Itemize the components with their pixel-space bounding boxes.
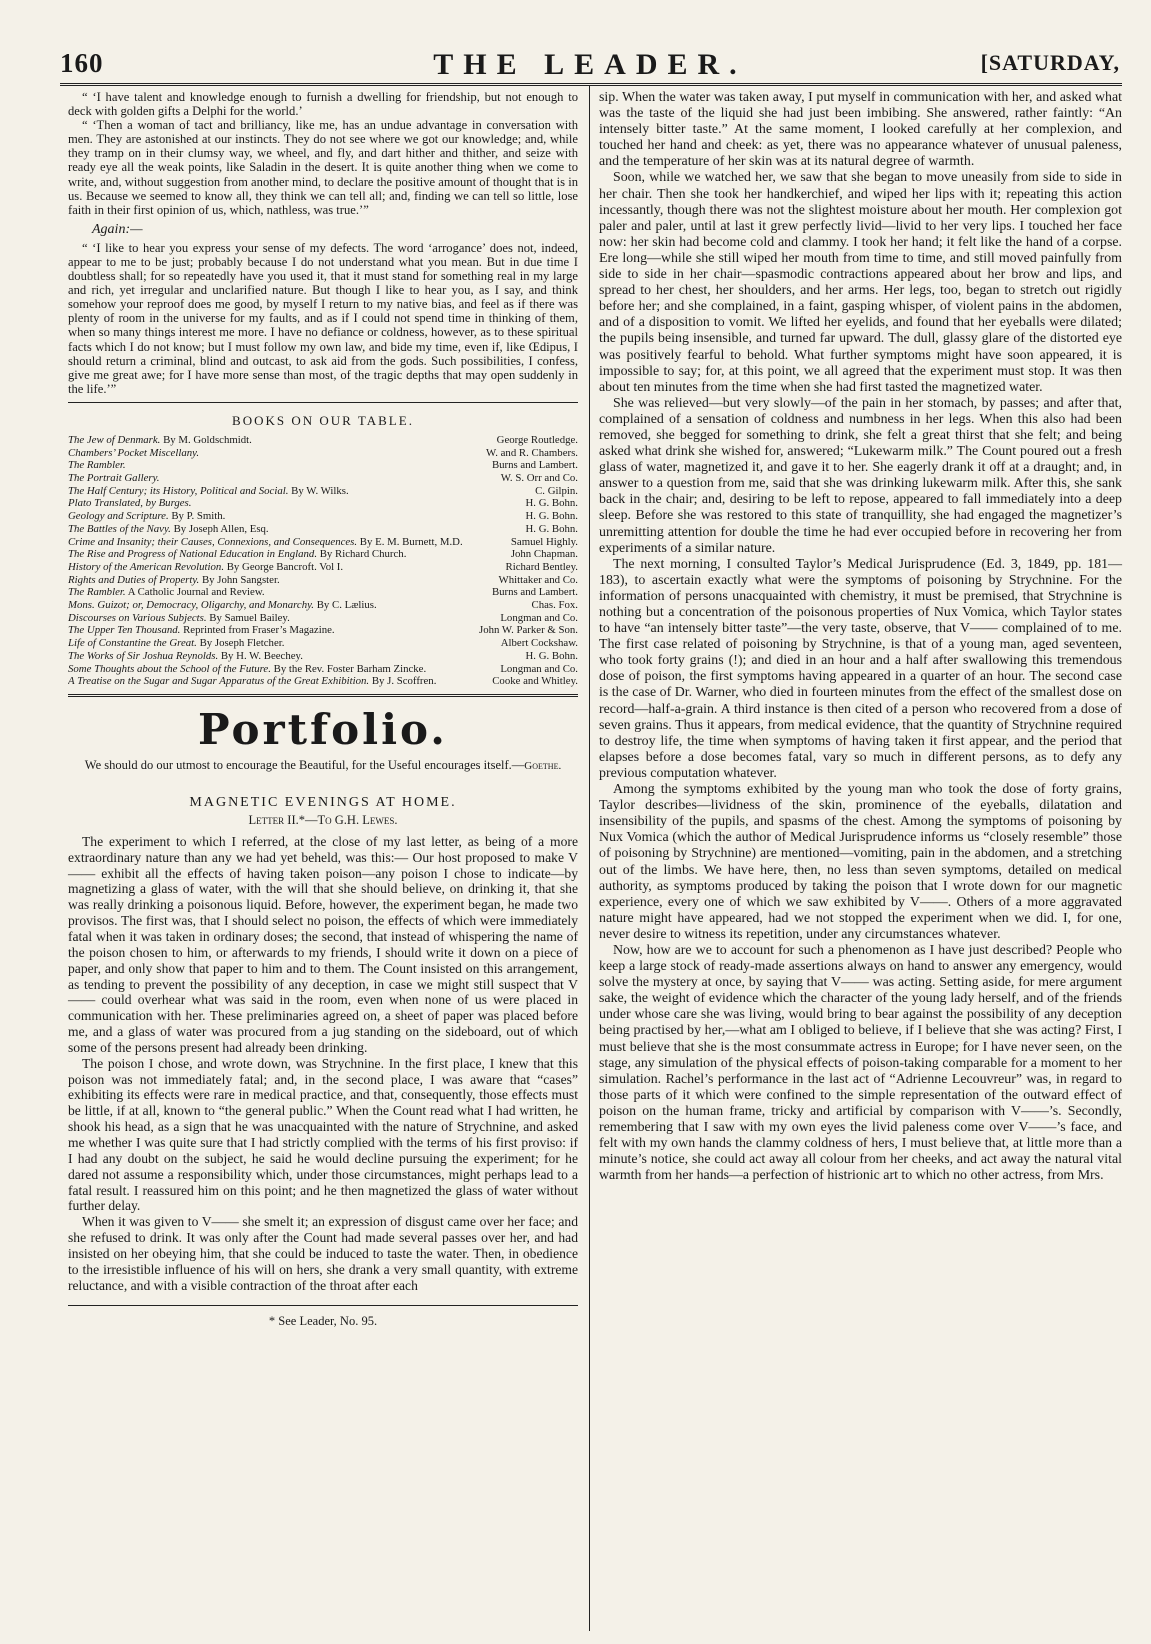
- article-paragraph: The experiment to which I referred, at the close of my last letter, as being of a more extraordinary nature than any we had yet beheld, was this:— Our host proposed to make V—— exhibit all the effects of having taken poison—any poison I chose to indicate—by magnetizing a glass of water, with the will that she should believe, on drinking it, that she was really drinking a poisonous liquid. Before, however, the experiment began, he made two provisos. The first was, that I should select no poison, the effects of which were immediately fatal when it was taken in ordinary doses; the second, that instead of whispering the name of the poison chosen to him, or afterwards to my friends, I should write it down on a piece of paper, and only show that paper to him and to them. The Count insisted on this arrangement, as tending to prevent the possibility of any deception, in case we might still suspect that V—— could overhear what was said in the room, even when none of us were placed in communication with her. These preliminaries agreed on, a sheet of paper was placed before me, and a glass of water was procured from a jug standing on the sideboard, out of which some of the persons present had already been drinking.: [68, 833, 578, 1055]
- book-publisher: H. G. Bohn.: [525, 510, 578, 523]
- letter-heading: Letter II.*—To G.H. Lewes.: [248, 812, 398, 827]
- book-author: By H. W. Beechey.: [220, 649, 303, 662]
- book-entry: [68, 472, 578, 485]
- book-publisher: H. G. Bohn.: [525, 497, 578, 510]
- quote-paragraph-3: “ ‘I like to hear you express your sense of my defects. The word ‘arrogance’ does not, indeed, appear to me to be just; probably because I do not understand what you mean. But in due time I doubtless shall; for so repeatedly have you used it, that it must stand for something real in my large and rich, yet irregular and unclarified nature. But though I like to hear you, as I say, and think somehow your reproof does me good, by myself I return to my native bias, and feel as if there was plenty of room in the universe for my faults, and as if I could not spend time in thinking of them, when so many things interest me more. I have no defiance or coldness, however, as to these spiritual facts which I do not know; but I must follow my own law, and bide my time, even if, like Œdipus, I should return a criminal, blind and outcast, to ask aid from the gods. Such possibilities, I confess, give me great awe; for I have more sense than most, of the tragic depths that may open suddenly in the life.’”: [68, 240, 578, 396]
- book-title: The Half Century; its History, Political and Social.: [68, 484, 289, 497]
- motto-text: We should do our utmost to encourage the Beautiful, for the Useful encourages itself.—: [84, 757, 525, 772]
- book-entry: [68, 459, 578, 472]
- page-number: 160: [60, 48, 104, 78]
- article-paragraph: The next morning, I consulted Taylor’s Medical Jurisprudence (Ed. 3, 1849, pp. 181—183), to ascertain exactly what were the symptoms of poisoning by Strychnine. For the information of persons unacquainted with chemistry, it must be premised, that Strychnine is nothing but a concentration of the poisonous properties of Nux Vomica, which Taylor states to have “an intensely bitter taste”—the very taste, observe, that V—— complained of to me. The first case related of poisoning by Strychnine, is that of a young man, aged seventeen, who took forty grains (!); and died in an hour and a half after swallowing this tremendous dose of poison, the first symptoms having appeared in a quarter of an hour. The second case is the case of Dr. Warner, who died in fourteen minutes from the effect of the smallest dose on record—half-a-grain. A third instance is then cited of a person who recovered from a dose of seven grains. Thus it appears, from medical evidence, that the quantity of Strychnine required to destroy life, the time when symptoms of having taken it first appear, and the period that elapses before a dose becomes fatal, vary so much in different persons, as to defy any previous computation whatever.: [599, 556, 1122, 781]
- book-entry: [68, 612, 578, 625]
- article-paragraph: Soon, while we watched her, we saw that she began to move uneasily from side to side in her chair. Then she took her handkerchief, and wiped her lips with it; repeating this action incessantly, though there was not the slightest moisture about her mouth. Her complexion got paler and paler, until at last it grew perfectly livid—livid to her very lips. I touched her face now: her skin had become cold and clammy. I took her hand; it felt like the hand of a corpse. Ere long—while she still wiped her mouth from time to time, and still moved painfully from side to side in her chair—spasmodic contractions appeared about her brow and lips, and spread to her chest, her shoulders, and her arms. Her legs, too, began to stretch out rigidly before her; and she complained, in a faint, gasping whisper, of violent pains in the abdomen, and of a disposition to vomit. We lifted her eyelids, and found that her eyeballs were dilated; the pupils being insensible, and turned far upward. The dull, glassy glare of the distorted eye was positively fearful to behold. What further symptoms might have soon appeared, it is impossible to say; for, at this point, we all agreed that the experiment must stop. It was then about ten minutes from the time when she had first tasted the magnetized water.: [599, 170, 1122, 395]
- book-title: History of the American Revolution.: [68, 560, 225, 573]
- book-entry: [68, 548, 578, 561]
- article-paragraph: Among the symptoms exhibited by the young man who took the dose of forty grains, Taylor describes—lividness of the skin, prominence of the eyeballs, dilatation and insensibility of the pupils, and spasms of the chest. Among the symptoms of poisoning by Nux Vomica (which the author of Medical Jurisprudence informs us “closely resemble” those of poisoning by Strychnine) are mentioned—vomiting, pain in the abdomen, and a stretching out of the limbs. We have here, then, no less than seven symptoms, detailed on medical authority, as symptoms produced by taking the poison that I wrote down for our magnetic experience, every one of which we saw exhibited by V——. Others of a more aggravated nature might have appeared, had we not stopped the experiment when we did. I, for one, never desire to witness its repetition, under any circumstances whatever.: [599, 782, 1122, 942]
- right-column: [599, 90, 1122, 1184]
- book-publisher: Longman and Co.: [500, 611, 578, 624]
- section-double-rule: [68, 694, 578, 697]
- article-paragraph: The poison I chose, and wrote down, was Strychnine. In the first place, I knew that this poison was not immediately fatal; and, in the second place, I was aware that “cases” exhibiting its effects were rare in medical practice, and that, consequently, those effects must be little, if at all, known to “the general public.” When the Count read what I had written, he shook his head, as a sign that he was unacquainted with the nature of Strychnine, and asked me whether I was quite sure that I had strictly complied with the terms of his first proviso: if I had any doubt on the subject, he said he would decline pursuing the experiment; for he dared not assume a responsibility which, under those circumstances, might perhaps lead to a fatal result. I reassured him on this point; and he then magnetized the glass of water without further delay.: [68, 1055, 578, 1214]
- book-title: The Works of Sir Joshua Reynolds.: [68, 649, 219, 662]
- book-title: The Battles of the Navy.: [68, 522, 171, 535]
- book-entry: [68, 599, 578, 612]
- book-author: By E. M. Burnett, M.D.: [359, 535, 463, 548]
- book-publisher: Samuel Highly.: [510, 535, 578, 548]
- book-title: Geology and Scripture.: [68, 510, 169, 523]
- books-heading: BOOKS ON OUR TABLE.: [232, 412, 414, 428]
- book-publisher: Whittaker and Co.: [498, 573, 578, 586]
- article-paragraph: She was relieved—but very slowly—of the pain in her stomach, by passes; and after that, complained of a sensation of coldness and numbness in her legs. When this also had been removed, she begged for something to drink, she felt a great thirst that she felt; and being asked what drink she wished for, answered; “Lukewarm milk.” The Count poured out a fresh glass of water, magnetized it, and gave it to her. She eagerly drank it off at a draught; and, in answer to a question from me, said that she was drinking lukewarm milk. After this, she sank back in the chair; and, desiring to be left to repose, appeared to fall immediately into a deep sleep. Before she was restored to this state of tranquillity, she had engaged the magnetizer’s unremitting attention for double the time he had ever occupied before in recovering her from experiments of a similar nature.: [599, 395, 1122, 556]
- quote-paragraph-2: “ ‘Then a woman of tact and brilliancy, like me, has an undue advantage in conversation with men. They are astonished at our instincts. They do not see where we got our knowledge; and, while they tramp on in their clumsy way, we wheel, and fly, and dart hither and thither, and seize with ready eye all the weak points, like Saladin in the desert. It is quite another thing when we come to write, and, without suggestion from another mind, to declare the positive amount of thought that is in us. Because we seemed to know all, they think we can tell all; and, finding we can tell so little, lose faith in their first opinion of us, which, nathless, was true.’”: [68, 118, 578, 217]
- book-title: A Treatise on the Sugar and Sugar Apparatus of the Great Exhibition.: [68, 675, 370, 688]
- book-author: By W. Wilks.: [291, 484, 349, 497]
- book-author: By J. Scoffren.: [371, 675, 437, 688]
- issue-day: [SATURDAY,: [980, 50, 1120, 75]
- book-entry: [68, 485, 578, 498]
- book-entry: [68, 447, 578, 460]
- footnote-rule: [68, 1305, 578, 1306]
- book-title: Life of Constantine the Great.: [68, 637, 197, 650]
- book-publisher: Richard Bentley.: [505, 560, 578, 573]
- book-publisher: C. Gilpin.: [535, 484, 578, 497]
- book-author: By P. Smith.: [171, 510, 226, 523]
- book-entry: [68, 561, 578, 574]
- column-divider: [589, 86, 590, 1631]
- book-author: By M. Goldschmidt.: [163, 433, 252, 446]
- book-publisher: John W. Parker & Son.: [479, 624, 578, 637]
- book-author: By Richard Church.: [319, 548, 407, 561]
- quote-paragraph-1: “ ‘I have talent and knowledge enough to furnish a dwelling for friendship, but not enough to deck with golden gifts a Delphi for the world.’: [68, 90, 578, 119]
- book-publisher: H. G. Bohn.: [525, 522, 578, 535]
- book-title: Crime and Insanity; their Causes, Connexions, and Consequences.: [68, 535, 358, 548]
- motto-author: Goethe.: [524, 759, 562, 772]
- book-title: Discourses on Various Subjects.: [68, 611, 207, 624]
- paper-title: THE LEADER.: [433, 48, 747, 81]
- book-author: By the Rev. Foster Barham Zincke.: [273, 662, 427, 675]
- footnote: * See Leader, No. 95.: [268, 1314, 378, 1329]
- book-publisher: W. and R. Chambers.: [486, 446, 578, 459]
- book-entry: [68, 574, 578, 587]
- book-author: By Joseph Fletcher.: [199, 637, 285, 650]
- book-publisher: Albert Cockshaw.: [500, 637, 578, 650]
- book-title: The Rambler.: [68, 586, 126, 599]
- book-entry: [68, 523, 578, 536]
- book-author: By John Sangster.: [201, 573, 280, 586]
- book-entry: [68, 663, 578, 676]
- book-title: Plato Translated, by Burges.: [68, 497, 192, 510]
- book-entry: [68, 497, 578, 510]
- book-author: Reprinted from Fraser’s Magazine.: [183, 624, 335, 637]
- article-paragraph: When it was given to V—— she smelt it; an expression of disgust came over her face; and she refused to drink. It was only after the Count had made several passes over her, and had insisted on her obeying him, that she could be induced to taste the water. Then, in obedience to the irresistible influence of his will on hers, she drank a very small quantity, with extreme reluctance, and with a visible contraction of the throat after each: [68, 1214, 578, 1293]
- book-title: The Jew of Denmark.: [68, 433, 161, 446]
- book-entry: [68, 675, 578, 688]
- book-title: Some Thoughts about the School of the Future.: [68, 662, 271, 675]
- article-title: MAGNETIC EVENINGS AT HOME.: [189, 794, 457, 810]
- book-entry: [68, 637, 578, 650]
- masthead: [60, 48, 1120, 82]
- masthead-rule: [60, 83, 1122, 86]
- book-entry: [68, 510, 578, 523]
- book-publisher: George Routledge.: [496, 433, 578, 446]
- book-publisher: Longman and Co.: [500, 662, 578, 675]
- section-rule: [68, 402, 578, 403]
- book-publisher: Burns and Lambert.: [491, 459, 578, 472]
- book-author: By Samuel Bailey.: [209, 611, 290, 624]
- book-title: The Rambler.: [68, 459, 126, 472]
- book-author: By Joseph Allen, Esq.: [173, 522, 269, 535]
- book-title: Mons. Guizot; or, Democracy, Oligarchy, and Monarchy.: [68, 599, 314, 612]
- book-title: The Portrait Gallery.: [68, 471, 160, 484]
- book-publisher: John Chapman.: [510, 548, 578, 561]
- portfolio-heading: Portfolio.: [198, 704, 448, 754]
- book-author: By George Bancroft. Vol I.: [226, 560, 344, 573]
- book-author: A Catholic Journal and Review.: [127, 586, 265, 599]
- book-title: The Rise and Progress of National Education in England.: [68, 548, 318, 561]
- book-title: The Upper Ten Thousand.: [68, 624, 181, 637]
- book-publisher: H. G. Bohn.: [525, 649, 578, 662]
- book-entry: [68, 624, 578, 637]
- motto: [68, 758, 578, 773]
- left-column: [68, 90, 578, 1329]
- book-publisher: W. S. Orr and Co.: [500, 471, 578, 484]
- article-paragraph: Now, how are we to account for such a phenomenon as I have just described? People who keep a large stock of ready-made assertions always on hand to answer any emergency, would solve the mystery at once, by saying that V—— was acting. Setting aside, for mere argument sake, the weight of evidence which the character of the young lady herself, and of the friends under whose care she was living, would bring to bear against the possibility of any deception being practised by her,—what am I obliged to believe, if I believe that she was acting? First, I must believe that she is the most consummate actress in Europe; for I have never seen, on the stage, any simulation of the physical effects of poison-taking comparable for a moment to her simulation. Rachel’s performance in the last act of “Adrienne Lecouvreur” was, in regard to those parts of it which were confined to the simple representation of the outward effect of poison on the human frame, tricky and artificial by comparison with V——’s. Secondly, remembering that I saw with my own eyes the livid paleness come over V——’s face, and felt with my own hands the clammy coldness of hers, I must believe that, at little more than a minute’s notice, she could act away all colour from her cheeks, and act away the natural vital warmth from her hands—a perfection of histrionic art to which no other actress, from Mrs.: [599, 942, 1122, 1184]
- book-entry: [68, 586, 578, 599]
- book-entry: [68, 434, 578, 447]
- book-list: [68, 434, 578, 688]
- book-author: By C. Lælius.: [316, 599, 377, 612]
- book-entry: [68, 650, 578, 663]
- again-label: Again:—: [92, 221, 143, 237]
- article-paragraph: sip. When the water was taken away, I put myself in communication with her, and asked what was the taste of the liquid she had just been imbibing. She answered, rather faintly: “An intensely bitter taste.” At the same moment, I looked carefully at her complexion, and touched her hand and cheek: as yet, there was no appearance whatever of unusual paleness, and the temperature of her skin was at its natural degree of warmth.: [599, 90, 1122, 170]
- book-publisher: Cooke and Whitley.: [492, 675, 578, 688]
- book-title: Chambers’ Pocket Miscellany.: [68, 446, 200, 459]
- book-publisher: Burns and Lambert.: [491, 586, 578, 599]
- book-publisher: Chas. Fox.: [531, 599, 578, 612]
- book-entry: [68, 536, 578, 549]
- book-title: Rights and Duties of Property.: [68, 573, 200, 586]
